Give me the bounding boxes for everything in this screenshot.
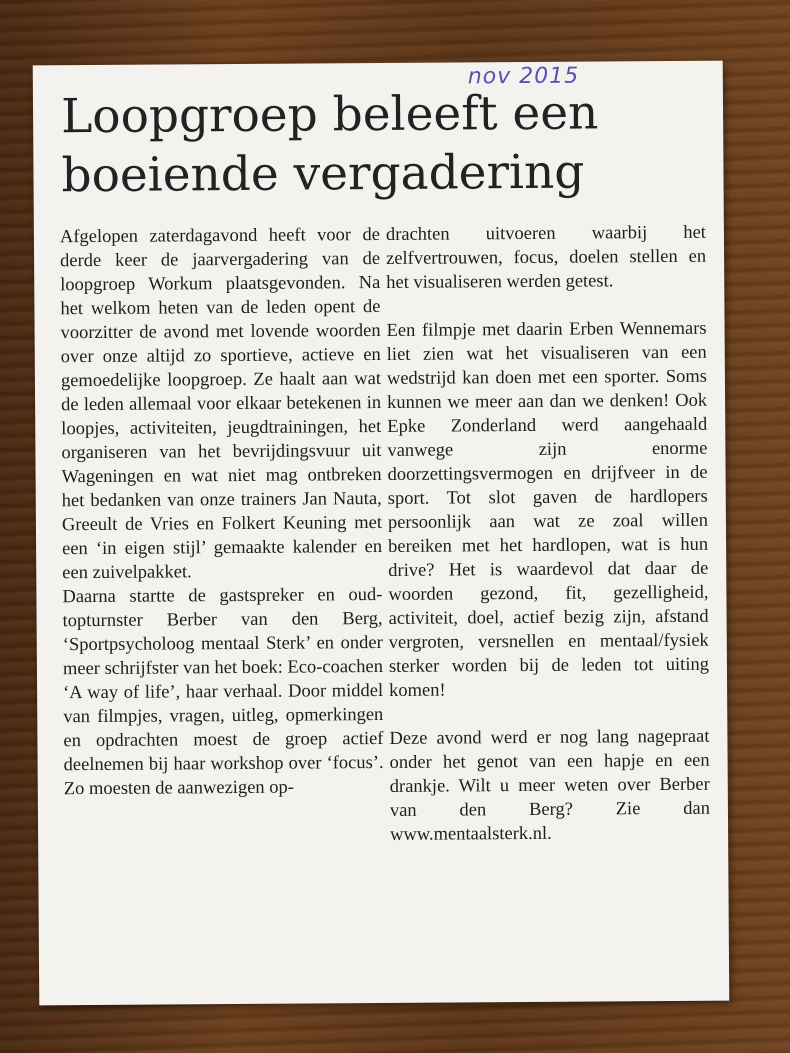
paragraph-closing: Deze avond werd er nog lang nagepraat onder het genot van een hapje en een drankje. Wilt u meer weten over Berber van den Berg? Zie dan www.mentaalsterk.nl.	[389, 726, 711, 845]
paragraph-gap	[386, 293, 706, 319]
handwritten-date: nov 2015	[467, 63, 580, 90]
paragraph-gap	[389, 701, 709, 727]
article-headline	[61, 83, 712, 206]
article-column-right	[386, 221, 710, 847]
paragraph-speaker: Daarna startte de gastspreker en oud-topturnster Berber van den Berg, ‘Sportpsycholoog mentaal Sterk’ en onder meer schrijfster van het boek: Eco-coachen ‘A way of life’, haar verhaal. Door middel van filmpjes, vragen, uitleg, opmerkingen en opdrachten moest de groep actief deelnemen bij haar workshop over ‘focus’. Zo moesten de aanwezigen op-	[62, 584, 384, 800]
paragraph-continuation: drachten uitvoeren waarbij het zelfvertrouwen, focus, doelen stellen en het visualiseren werden getest.	[385, 222, 707, 293]
paragraph-film: Een filmpje met daarin Erben Wennemars liet zien wat het visualiseren van een wedstrijd kan doen met een sporter. Soms kunnen we meer aan dan we denken! Ook Epke Zonderland werd aangehaald vanwege zijn enorme doorzettingsvermogen en drijfveer in de sport. Tot slot gaven de hardlopers persoonlijk aan wat ze zoal willen bereiken met het hardlopen, wat is hun drive? Het is waardevol dat daar de woorden gezond, fit, gezelligheid, activiteit, doel, actief bezig zijn, afstand vergroten, versnellen en mentaal/fysiek sterker worden bij de leden tot uiting komen!	[386, 318, 709, 701]
paragraph-intro: Afgelopen zaterdagavond heeft voor de derde keer de jaarvergadering van de loopgroep Workum plaatsgevonden. Na het welkom heten van de leden opent de voorzitter de avond met lovende woorden over onze altijd zo sportieve, actieve en gemoedelijke loopgroep. Ze haalt aan wat de leden allemaal voor elkaar betekenen in loopjes, activiteiten, jeugdtrainingen, het organiseren van het bevrijdingsvuur uit Wageningen en wat niet mag ontbreken het bedanken van onze trainers Jan Nauta, Greeult de Vries en Folkert Keuning met een ‘in eigen stijl’ gemaakte kalender en een zuivelpakket.	[59, 225, 383, 584]
article-column-left	[60, 223, 384, 801]
newspaper-clipping	[33, 61, 730, 1006]
headline-line-2: boeiende vergadering	[61, 144, 585, 204]
headline-line-1: Loopgroep beleeft een	[60, 85, 599, 145]
